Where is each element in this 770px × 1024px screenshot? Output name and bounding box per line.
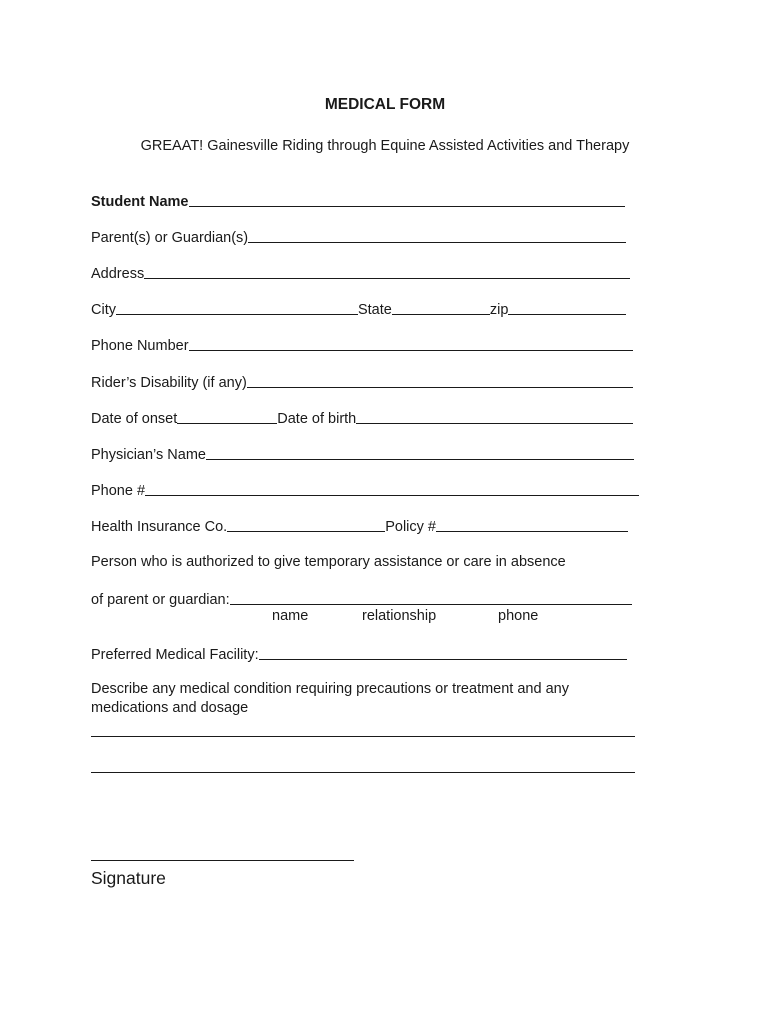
insurance-row xyxy=(91,515,628,535)
phone-hash-row xyxy=(91,479,639,499)
medical-facility-row xyxy=(91,643,627,663)
form-title: MEDICAL FORM xyxy=(324,96,446,113)
date-onset-field[interactable] xyxy=(177,409,277,424)
disability-label: Rider’s Disability (if any) xyxy=(91,375,247,391)
date-birth-field[interactable] xyxy=(356,409,633,424)
describe-field-2[interactable] xyxy=(91,772,635,773)
form-subtitle: GREAAT! Gainesville Riding through Equine Assisted Activities and Therapy xyxy=(140,138,630,154)
signature-field[interactable] xyxy=(91,860,354,861)
describe-field-1[interactable] xyxy=(91,736,635,737)
parents-label: Parent(s) or Guardian(s) xyxy=(91,230,249,246)
disability-row xyxy=(91,371,633,391)
phone-number-field[interactable] xyxy=(189,336,633,351)
of-parent-label: of parent or guardian: xyxy=(91,592,230,608)
student-name-label: Student Name xyxy=(91,194,189,210)
phone-number-row xyxy=(91,334,633,354)
insurance-field[interactable] xyxy=(227,517,385,532)
date-birth-label: Date of birth xyxy=(277,411,357,427)
describe-line-1: Describe any medical condition requiring precautions or treatment and any xyxy=(91,681,569,697)
physician-label: Physician’s Name xyxy=(91,447,206,463)
student-name-row xyxy=(91,190,625,210)
of-parent-row xyxy=(91,588,632,608)
student-name-field[interactable] xyxy=(189,192,625,207)
authorized-text: Person who is authorized to give temporary assistance or care in absence xyxy=(91,554,566,570)
address-row xyxy=(91,262,630,282)
parents-row xyxy=(91,226,626,246)
address-label: Address xyxy=(91,266,145,282)
disability-field[interactable] xyxy=(247,373,633,388)
state-field[interactable] xyxy=(392,300,490,315)
medical-facility-field[interactable] xyxy=(259,645,627,660)
parents-field[interactable] xyxy=(248,228,626,243)
sub-label-name: name xyxy=(272,608,309,624)
sub-label-phone: phone xyxy=(498,608,539,624)
physician-field[interactable] xyxy=(206,445,634,460)
signature-label: Signature xyxy=(91,868,166,888)
physician-row xyxy=(91,443,634,463)
phone-hash-label: Phone # xyxy=(91,483,146,499)
of-parent-field[interactable] xyxy=(230,590,632,605)
sub-label-relationship: relationship xyxy=(362,608,437,624)
zip-field[interactable] xyxy=(508,300,626,315)
city-row xyxy=(91,298,626,318)
state-label: State xyxy=(357,302,392,318)
date-onset-label: Date of onset xyxy=(91,411,178,427)
city-field[interactable] xyxy=(116,300,358,315)
medical-facility-label: Preferred Medical Facility: xyxy=(91,647,259,663)
phone-number-label: Phone Number xyxy=(91,338,189,354)
city-label: City xyxy=(91,302,116,318)
address-field[interactable] xyxy=(144,264,630,279)
describe-line-2: medications and dosage xyxy=(91,700,249,716)
insurance-label: Health Insurance Co. xyxy=(91,519,228,535)
zip-label: zip xyxy=(489,302,509,318)
dates-row xyxy=(91,407,633,427)
policy-label: Policy # xyxy=(385,519,436,535)
policy-field[interactable] xyxy=(436,517,628,532)
phone-hash-field[interactable] xyxy=(145,481,639,496)
